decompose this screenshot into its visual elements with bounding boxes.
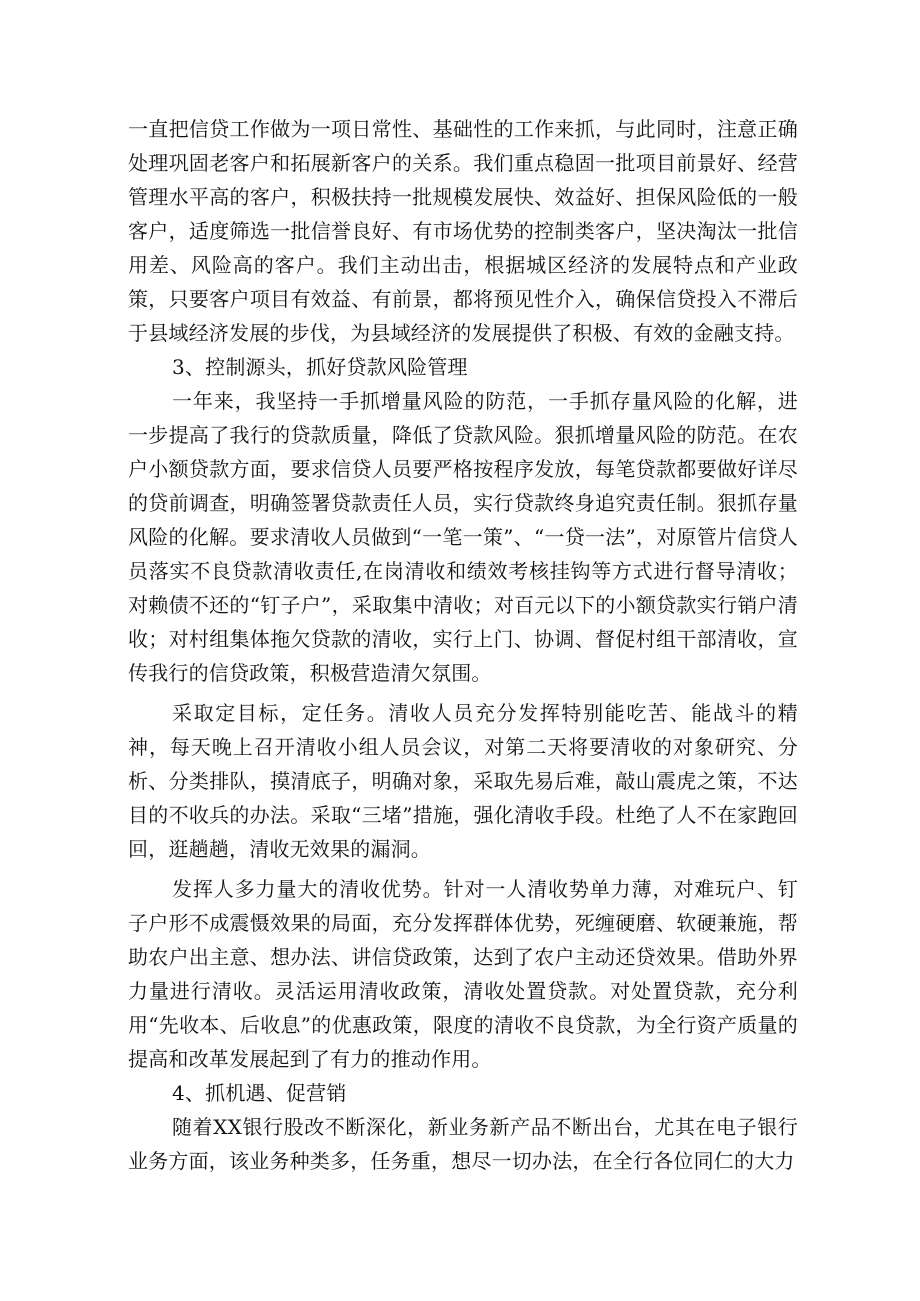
document-body	[128, 112, 798, 1178]
paragraph-risk-management: 一年来，我坚持一手抓增量风险的防范，一手抓存量风险的化解，进一步提高了我行的贷款质量，降低了贷款风险。狠抓增量风险的防范。在农户小额贷款方面，要求信贷人员要严格按程序发放，每笔贷款都要做好详尽的贷前调查，明确签署贷款责任人员，实行贷款终身追究责任制。狠抓存量风险的化解。要求清收人员做到“一笔一策”、“一贷一法”，对原管片信贷人员落实不良贷款清收责任,在岗清收和绩效考核挂钩等方式进行督导清收；对赖债不还的“钉子户”，采取集中清收；对百元以下的小额贷款实行销户清收；对村组集体拖欠贷款的清收，实行上门、协调、督促村组干部清收，宣传我行的信贷政策，积极营造清欠氛围。	[128, 389, 798, 685]
paragraph-customer-relations: 一直把信贷工作做为一项日常性、基础性的工作来抓，与此同时，注意正确处理巩固老客户和拓展新客户的关系。我们重点稳固一批项目前景好、经营管理水平高的客户，积极扶持一批规模发展快、效益好、担保风险低的一般客户，适度筛选一批信誉良好、有市场优势的控制类客户，坚决淘汰一批信用差、风险高的客户。我们主动出击，根据城区经济的发展特点和产业政策，只要客户项目有效益、有前景，都将预见性介入，确保信贷投入不滞后于县域经济发展的步伐，为县域经济的发展提供了积极、有效的金融支持。	[128, 117, 798, 345]
section-heading-risk-control: 3、控制源头，抓好贷款风险管理	[172, 355, 468, 379]
paragraph-collection-advantage: 发挥人多力量大的清收优势。针对一人清收势单力薄，对难玩户、钉子户形不成震慑效果的局面，充分发挥群体优势，死缠硬磨、软硬兼施，帮助农户出主意、想办法、讲信贷政策，达到了农户主动还贷效果。借助外界力量进行清收。灵活运用清收政策，清收处置贷款。对处置贷款，充分利用“先收本、后收息”的优惠政策，限度的清收不良贷款，为全行资产质量的提高和改革发展起到了有力的推动作用。	[128, 877, 798, 1071]
paragraph-targets-tasks: 采取定目标，定任务。清收人员充分发挥特别能吃苦、能战斗的精神，每天晚上召开清收小组人员会议，对第二天将要清收的对象研究、分析、分类排队，摸清底子，明确对象，采取先易后难，敲山震虎之策，不达目的不收兵的办法。采取“三堵”措施，强化清收手段。杜绝了人不在家跑回回，逛趟趟，清收无效果的漏洞。	[128, 701, 798, 861]
section-heading-marketing: 4、抓机遇、促营销	[172, 1081, 347, 1105]
paragraph-new-business: 随着XX银行股改不断深化，新业务新产品不断出台，尤其在电子银行业务方面，该业务种类多，任务重，想尽一切办法，在全行各位同仁的大力	[128, 1115, 798, 1173]
